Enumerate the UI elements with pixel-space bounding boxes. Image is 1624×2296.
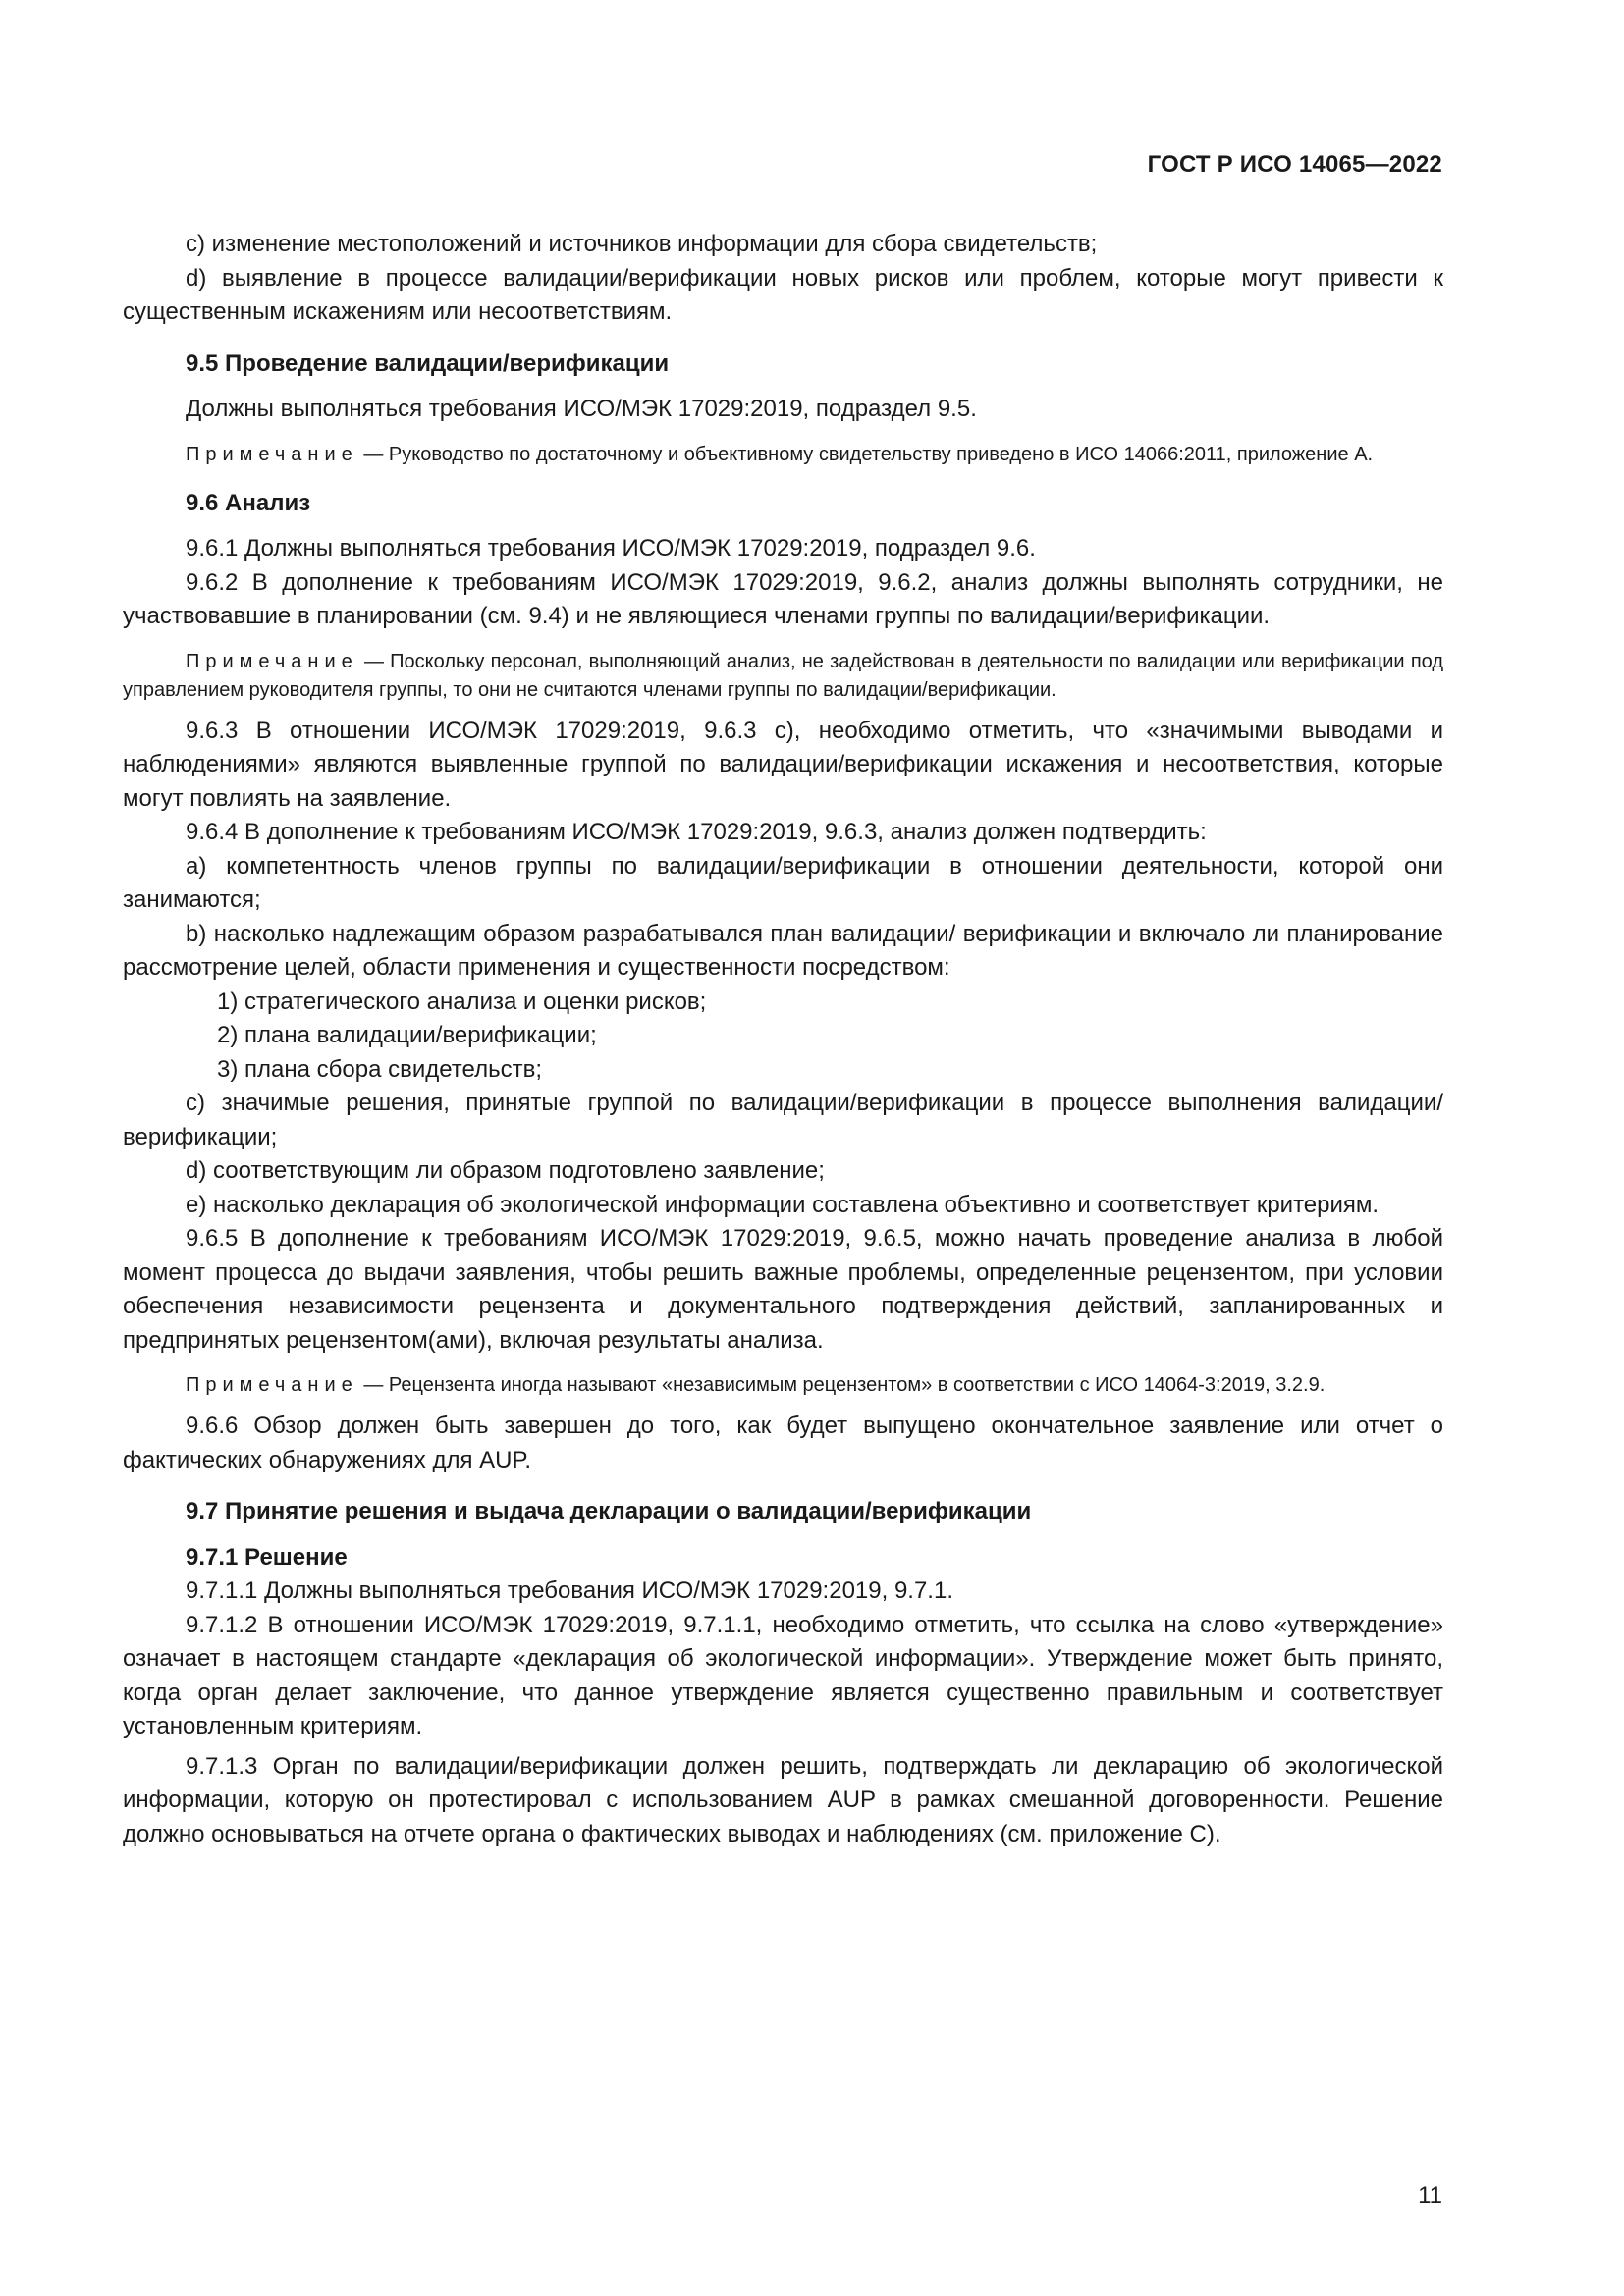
page-number: 11 — [1418, 2182, 1442, 2209]
paragraph: 9.6.1 Должны выполняться требования ИСО/МЭК 17029:2019, подраздел 9.6. — [186, 535, 1036, 561]
paragraph: Должны выполняться требования ИСО/МЭК 17029:2019, подраздел 9.5. — [186, 396, 977, 422]
list-item: a) компетентность членов группы по валидации/верификации в отношении деятельности, которой они занимаются; — [123, 852, 1443, 913]
document-header: ГОСТ Р ИСО 14065—2022 — [1147, 151, 1442, 178]
paragraph: 9.7.1.1 Должны выполняться требования ИСО/МЭК 17029:2019, 9.7.1. — [186, 1577, 953, 1604]
list-item: b) насколько надлежащим образом разрабатывался план валидации/ верификации и включало ли планирование рассмотрение целей, области применения и существенности посредством: — [123, 920, 1443, 981]
note — [123, 648, 1443, 705]
paragraph: 9.6.4 В дополнение к требованиям ИСО/МЭК 17029:2019, 9.6.3, анализ должен подтвердить: — [186, 819, 1207, 845]
section-heading: 9.7 Принятие решения и выдача декларации о валидации/верификации — [186, 1498, 1032, 1524]
paragraph: d) выявление в процессе валидации/верификации новых рисков или проблем, которые могут привести к существенным искажениям или несоответствиям. — [123, 264, 1443, 325]
note — [123, 1371, 1443, 1400]
paragraph: 9.7.1.2 В отношении ИСО/МЭК 17029:2019, 9.7.1.1, необходимо отметить, что ссылка на слово «утверждение» означает в настоящем стандарте «декларация об экологической информации». Утверждение может быть принято, когда орган делает заключение, что данное утверждение является существенно правильным и соответствует установленным критериям. — [123, 1611, 1443, 1739]
note-text: — Поскольку персонал, выполняющий анализ, не задействован в деятельности по валидации или верификации под управлением руководителя группы, то они не считаются членами группы по валидации/верификации. — [123, 650, 1443, 701]
list-item: c) значимые решения, принятые группой по валидации/верификации в процессе выполнения валидации/верификации; — [123, 1090, 1443, 1150]
sub-list-item: 2) плана валидации/верификации; — [217, 1022, 597, 1048]
subsection-heading: 9.7.1 Решение — [186, 1543, 348, 1571]
note-text: — Рецензента иногда называют «независимым рецензентом» в соответствии с ИСО 14064-3:2019, 3.2.9. — [357, 1374, 1326, 1396]
note-label: Примечание — [186, 1374, 358, 1396]
note-label: Примечание — [186, 650, 358, 672]
note-label: Примечание — [186, 443, 358, 465]
sub-list-item: 3) плана сбора свидетельств; — [217, 1055, 542, 1083]
paragraph: 9.6.3 В отношении ИСО/МЭК 17029:2019, 9.6.3 c), необходимо отметить, что «значимыми выводами и наблюдениями» являются выявленные группой по валидации/верификации искажения и несоответствия, которые могут повлиять на заявление. — [123, 717, 1443, 812]
note — [123, 441, 1443, 469]
list-item: d) соответствующим ли образом подготовлено заявление; — [186, 1157, 825, 1184]
list-item: e) насколько декларация об экологической информации составлена объективно и соответствует критериям. — [186, 1191, 1380, 1218]
note-text: — Руководство по достаточному и объективному свидетельству приведено в ИСО 14066:2011, приложение А. — [357, 443, 1374, 465]
paragraph: 9.7.1.3 Орган по валидации/верификации должен решить, подтверждать ли декларацию об экологической информации, которую он протестировал с использованием AUP в рамках смешанной договоренности. Решение должно основываться на отчете органа о фактических выводах и наблюдениях (см. приложение С). — [123, 1752, 1443, 1847]
document-body — [123, 228, 1443, 1851]
paragraph: 9.6.2 В дополнение к требованиям ИСО/МЭК 17029:2019, 9.6.2, анализ должны выполнять сотрудники, не участвовавшие в планировании (см. 9.4) и не являющиеся членами группы по валидации/верификации. — [123, 568, 1443, 629]
sub-list-item: 1) стратегического анализа и оценки рисков; — [217, 988, 707, 1015]
paragraph: 9.6.5 В дополнение к требованиям ИСО/МЭК 17029:2019, 9.6.5, можно начать проведение анализа в любой момент процесса до выдачи заявления, чтобы решить важные проблемы, определенные рецензентом, при условии обеспечения независимости рецензента и документального подтверждения действий, запланированных и предпринятых рецензентом(ами), включая результаты анализа. — [123, 1225, 1443, 1354]
section-heading: 9.6 Анализ — [186, 489, 311, 516]
paragraph: c) изменение местоположений и источников информации для сбора свидетельств; — [186, 231, 1098, 257]
paragraph: 9.6.6 Обзор должен быть завершен до того, как будет выпущено окончательное заявление или отчет о фактических обнаружениях для AUP. — [123, 1413, 1443, 1473]
section-heading: 9.5 Проведение валидации/верификации — [186, 349, 670, 377]
